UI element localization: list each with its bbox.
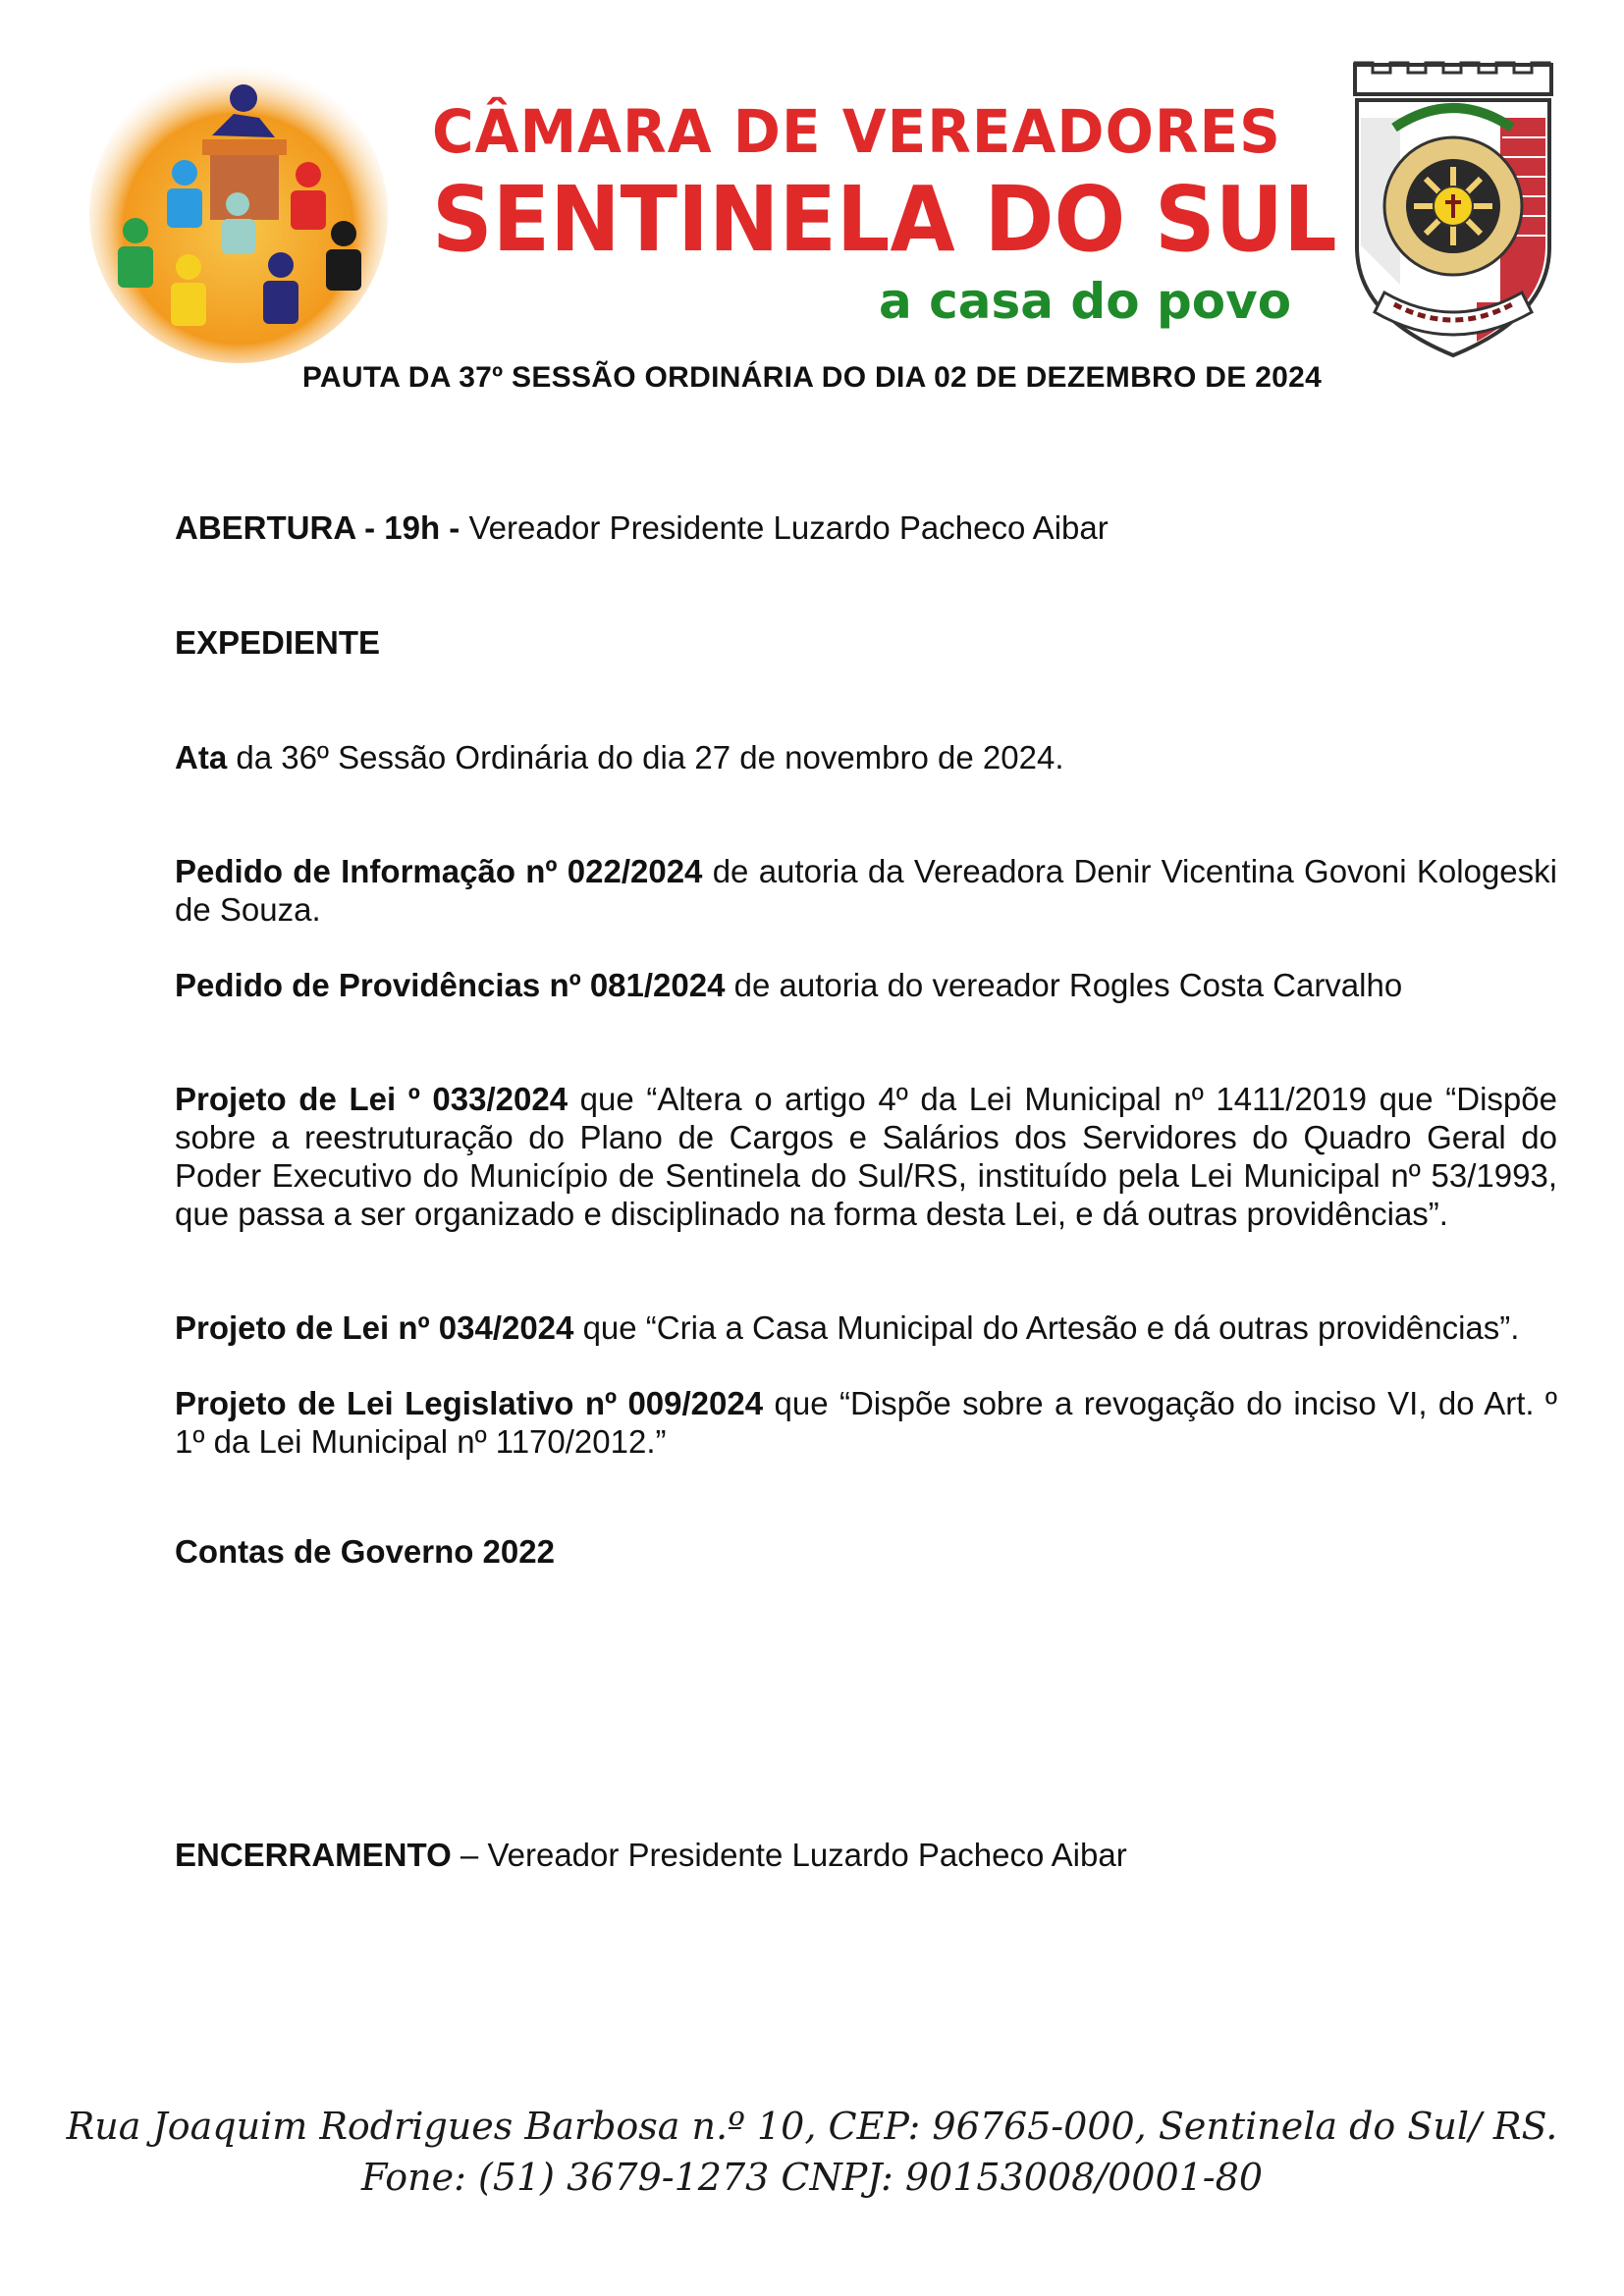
pedido-informacao-label: Pedido de Informação nº 022/2024 xyxy=(175,853,703,889)
encerramento-label: ENCERRAMENTO xyxy=(175,1837,452,1873)
section-expediente: EXPEDIENTE xyxy=(175,624,381,661)
encerramento-text: – Vereador Presidente Luzardo Pacheco Aibar xyxy=(451,1837,1127,1873)
slogan: a casa do povo xyxy=(879,273,1292,330)
item-projeto-lei-034 xyxy=(175,1308,1557,1347)
ata-text: da 36º Sessão Ordinária do dia 27 de novembro de 2024. xyxy=(227,739,1064,775)
projeto-lei-034-label: Projeto de Lei nº 034/2024 xyxy=(175,1309,574,1346)
footer-contact: Fone: (51) 3679-1273 CNPJ: 90153008/0001-80 xyxy=(360,2156,1263,2199)
org-name-line2: SENTINELA DO SUL xyxy=(432,167,1337,272)
footer-address: Rua Joaquim Rodrigues Barbosa n.º 10, CEP: 96765-000, Sentinela do Sul/ RS. xyxy=(66,2105,1558,2148)
projeto-lei-034-text: que “Cria a Casa Municipal do Artesão e dá outras providências”. xyxy=(573,1309,1520,1346)
projeto-lei-legislativo-009-label: Projeto de Lei Legislativo nº 009/2024 xyxy=(175,1385,764,1421)
projeto-lei-033-text: que “Altera o artigo 4º da Lei Municipal nº 1411/2019 que “Dispõe sobre a reestruturação do Plano de Cargos e Salários dos Servidores do Quadro Geral do Poder Executivo do Município de Sentinela do Sul/RS, instituído pela Lei Municipal nº 53/1993, que passa a ser organizado e disciplinado na forma desta Lei, e dá outras providências”. xyxy=(175,1081,1557,1232)
ata-label: Ata xyxy=(175,739,228,775)
chamber-logo xyxy=(86,59,397,369)
item-projeto-lei-033 xyxy=(175,1080,1557,1233)
coat-of-arms xyxy=(1335,59,1571,363)
item-pedido-informacao xyxy=(175,852,1557,929)
document-title: PAUTA DA 37º SESSÃO ORDINÁRIA DO DIA 02 DE DEZEMBRO DE 2024 xyxy=(301,361,1323,394)
item-pedido-providencias xyxy=(175,966,1557,1004)
abertura-label: ABERTURA - 19h - xyxy=(175,509,460,546)
item-contas-governo: Contas de Governo 2022 xyxy=(175,1533,555,1570)
letterhead-title xyxy=(432,90,1337,346)
footer xyxy=(0,2101,1624,2203)
org-name-line1: CÂMARA DE VEREADORES xyxy=(432,96,1281,167)
podium-shape xyxy=(202,139,287,155)
projeto-lei-legislativo-009-text: que “Dispõe sobre a revogação do inciso VI, do Art. º 1º da Lei Municipal nº 1170/2012.” xyxy=(175,1385,1557,1460)
abertura-text: Vereador Presidente Luzardo Pacheco Aibar xyxy=(460,509,1109,546)
pedido-providencias-label: Pedido de Providências nº 081/2024 xyxy=(175,967,726,1003)
pedido-informacao-text: de autoria da Vereadora Denir Vicentina Govoni Kologeski de Souza. xyxy=(175,853,1557,928)
item-projeto-lei-legislativo-009 xyxy=(175,1384,1557,1461)
section-abertura xyxy=(175,508,1557,547)
letterhead xyxy=(0,0,1624,373)
item-ata xyxy=(175,738,1557,776)
projeto-lei-033-label: Projeto de Lei º 033/2024 xyxy=(175,1081,568,1117)
section-encerramento xyxy=(175,1836,1557,1874)
pedido-providencias-text: de autoria do vereador Rogles Costa Carvalho xyxy=(725,967,1403,1003)
